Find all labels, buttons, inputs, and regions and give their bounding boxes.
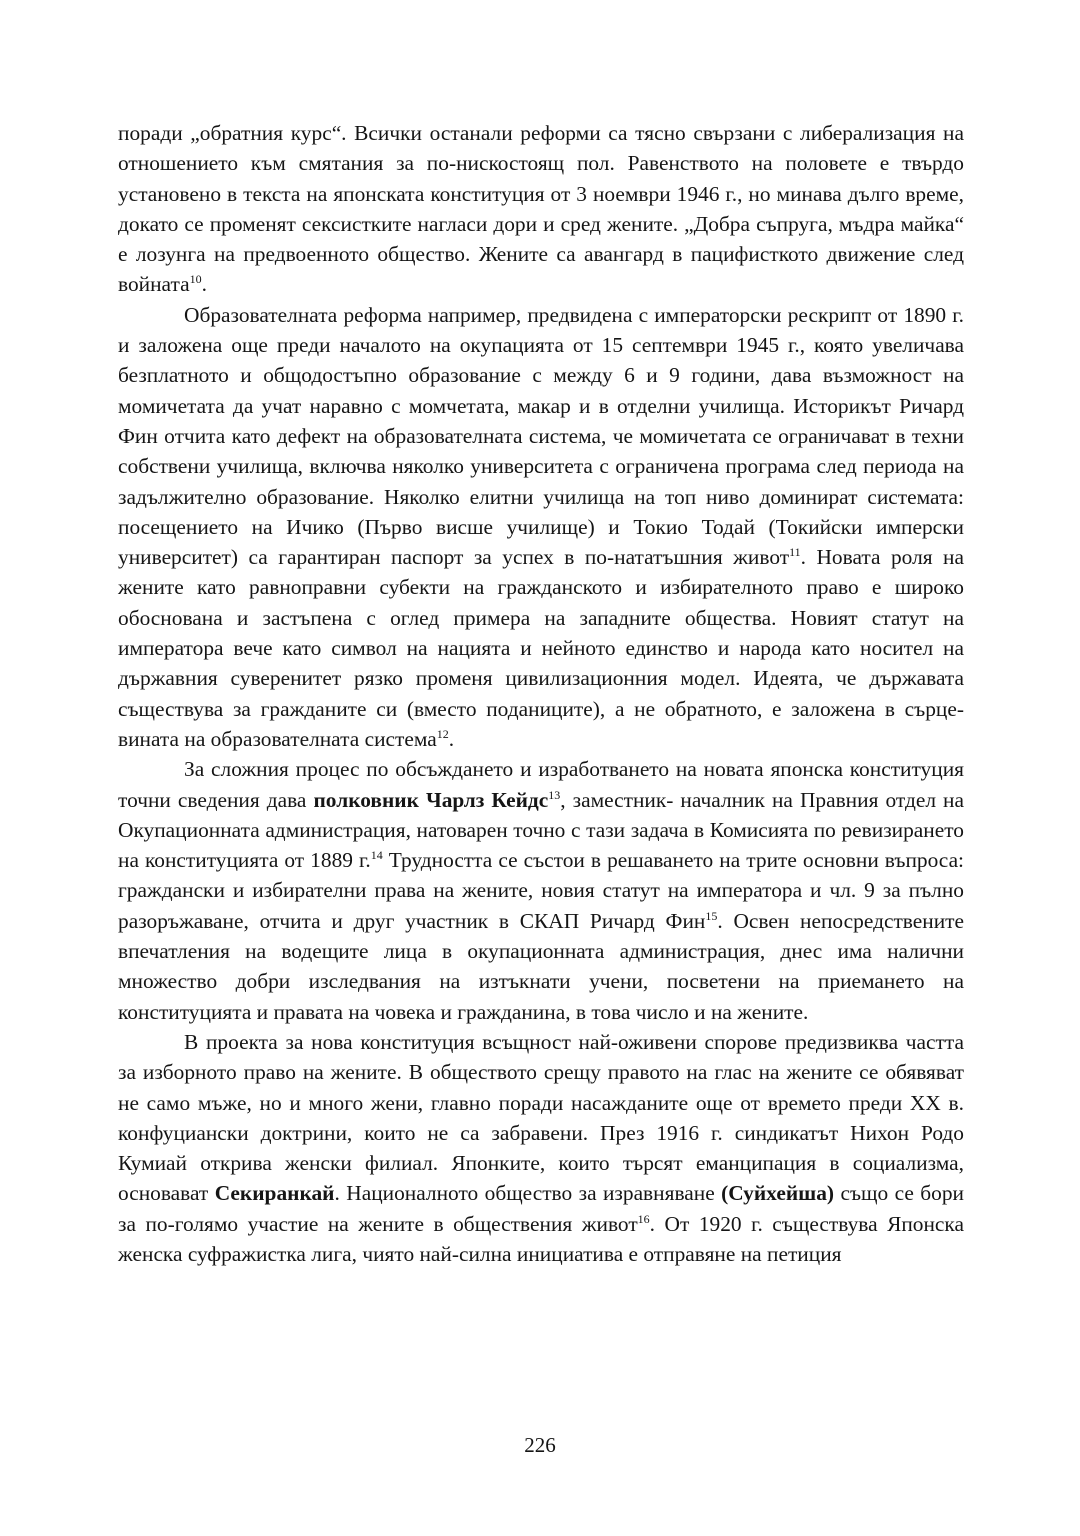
text-run: . От 1920 г. съществува Японска женска суфражистка лига, чиято най-силна инициатива е отправяне на петиция [118, 1211, 964, 1266]
text-run: . [448, 726, 455, 751]
text-run: . Националното общество за изравняване [334, 1181, 722, 1206]
footnote-ref: 14 [370, 848, 383, 863]
text-run: . [201, 272, 207, 297]
footnote-ref: 13 [548, 787, 561, 802]
footnote-ref: 10 [189, 272, 202, 287]
bold-term: Секиранкай [214, 1181, 335, 1206]
footnote-ref: 12 [436, 726, 449, 741]
text-run: Образователната реформа например, предвидена с императорски рескрипт от 1890 г. и заложена още преди началото на окупацията от 15 септември 1945 г., която увеличава безплатното и общодостъпно образование с между 6 и 9 години, дава възможност на момичетата да учат наравно с момчетата, макар и в отделни училища. Историкът Ричард Фин отчита като дефект на образователната система, че момичетата се ограничават в техни собствени училища, включва няколко университета с ограничена програма след периода на задължително образование. Няколко елитни училища на топ ниво доминират системата: посещението на Ичико (Първо висше училище) и Токио Тодай (Токийски имперски университет) са гарантиран паспорт за успех в по-нататъшния живот [118, 302, 964, 570]
paragraph [118, 1027, 964, 1269]
footnote-ref: 11 [789, 545, 801, 560]
paragraph [118, 754, 964, 1027]
paragraph [118, 118, 964, 300]
bold-term: (Суйхейша) [721, 1181, 835, 1206]
text-run: . Новата роля на жените като равноправни субекти на гражданското и избирателното право е широко обоснована и застъпена с оглед примера на западните общества. Новият статут на императора вече като символ на нацията и нейното единство и народа като носител на държавния суверенитет рязко променя цивилизационния модел. Идеята, че държавата съществува за гражданите си (вместо поданиците), а не обратното, е заложена в сърцевината на образователната система [118, 545, 964, 751]
text-run: също се бори за по-голямо участие на жените в обществения живот [118, 1181, 964, 1236]
text-run: . Освен непосредствените впечатления на водещите лица в окупационната администрация, днес има налични множество добри изследвания на изтъкнати учени, посветени на приемането на конституцията и правата на човека и гражданина, в това число и на жените. [118, 908, 964, 1024]
paragraph [118, 300, 964, 754]
bold-term: полковник Чарлз Кейдс [313, 787, 549, 812]
body-text [118, 118, 964, 1269]
text-run: поради „обратния курс“. Всички останали реформи са тясно свързани с либерализация на отношението към смятания за по-нискостоящ пол. Равенството на половете е твърдо установено в текста на японската конституция от 3 ноември 1946 г., но минава дълго време, докато се променят сексистките нагласи дори и сред жените. „Добра съпруга, мъдра майка“ е лозунга на предвоенното общество. Жените са авангард в пацифисткото движение след войната [118, 121, 964, 297]
text-run: В проекта за нова конституция всъщност най-оживени спорове предизвиква частта за изборното право на жените. В обществото срещу правото на глас на жените се обявяват не само мъже, но и много жени, главно поради насажданите още от времето преди XX в. конфуциански доктрини, които не са забравени. През 1916 г. синдикатът Нихон Родо Кумиай открива женски филиал. Японките, които търсят еманципация в социализма, основават [118, 1029, 964, 1206]
footnote-ref: 16 [637, 1211, 650, 1226]
footnote-ref: 15 [705, 908, 718, 923]
text-run: Трудността се състои в решаването на трите основни въпроса: граждански и избирателни права на жените, новия статут на императора и чл. 9 за пълно разоръжаване, отчита и друг участник в СКАП Ричард Фин [118, 848, 965, 933]
page-number: 226 [524, 1433, 556, 1457]
text-run: , заместник- началник на Правния отдел на Окупационната администрация, натоварен точно с тази задача в Комисията по ревизирането на конституцията от 1889 г. [118, 787, 964, 873]
text-run: За сложния процес по обсъждането и изработването на новата японска конституция точни сведения дава [118, 757, 964, 812]
